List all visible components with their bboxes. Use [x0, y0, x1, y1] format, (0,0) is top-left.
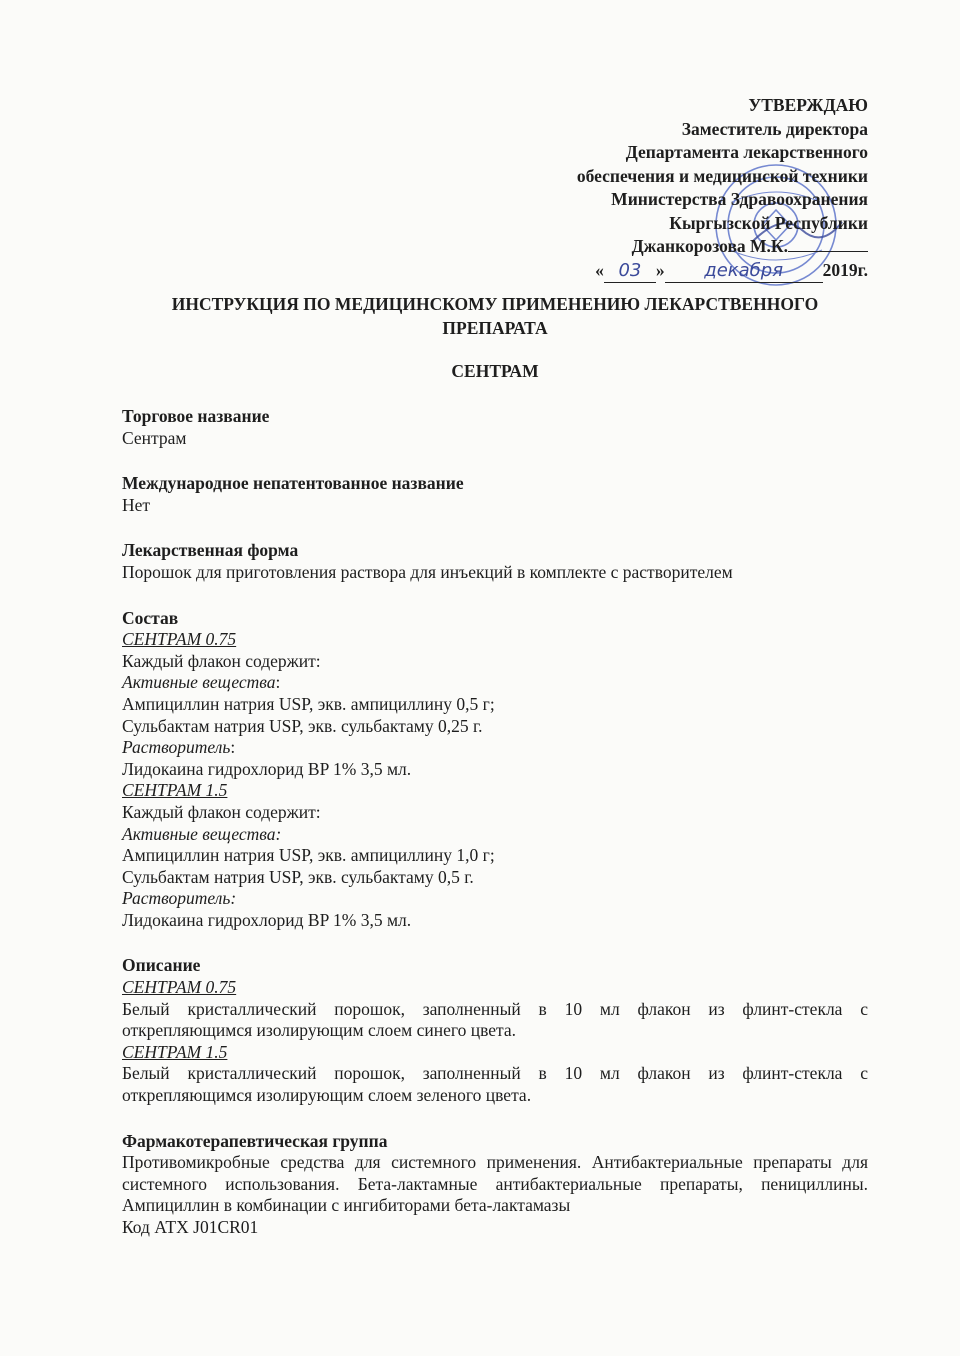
approval-department-cont: обеспечения и медицинской техники	[576, 165, 868, 186]
approval-date	[577, 259, 868, 284]
active-label: Активные вещества	[122, 672, 276, 693]
composition-line: Лидокаина гидрохлорид BP 1% 3,5 мл.	[122, 758, 412, 779]
active-label: Активные вещества:	[122, 823, 282, 844]
section-heading: Международное непатентованное название	[122, 473, 464, 494]
section-dosage-form	[122, 540, 868, 583]
approval-country: Кыргызской Республики	[669, 212, 868, 233]
section-text: Нет	[122, 494, 151, 515]
pharm-group-text: Противомикробные средства для системного применения. Антибактериальные препараты для системного использования. Бета-лактамные антибактериальные препараты, пенициллины. Ампициллин в комбинации с ингибиторами бета-лактамазы	[122, 1152, 868, 1216]
composition-line	[122, 672, 868, 694]
section-description	[122, 955, 868, 1106]
description-text: Белый кристаллический порошок, заполненный в 10 мл флакон из флинт-стекла с открепляющимся изолирующим слоем синего цвета.	[122, 998, 868, 1041]
section-heading: Торговое название	[122, 406, 270, 426]
approval-department: Департамента лекарственного	[625, 142, 868, 162]
variant-name: СЕНТРАМ 0.75	[122, 977, 237, 998]
atc-code: Код АТХ J01CR01	[122, 1217, 259, 1237]
approval-ministry: Министерства Здравоохранения	[611, 189, 868, 209]
composition-line: Сульбактам натрия USP, экв. сульбактаму 0,5 г.	[122, 866, 474, 887]
section-text: Сентрам	[122, 427, 187, 448]
approval-position: Заместитель директора	[681, 118, 868, 139]
section-heading: Фармакотерапевтическая группа	[122, 1130, 388, 1151]
description-text: Белый кристаллический порошок, заполненный в 10 мл флакон из флинт-стекла с открепляющимся изолирующим слоем зеленого цвета.	[122, 1063, 868, 1106]
section-trade-name	[122, 406, 868, 449]
section-pharm-group	[122, 1131, 868, 1239]
variant-name: СЕНТРАМ 0.75	[122, 629, 237, 650]
section-composition	[122, 608, 868, 932]
composition-line: Ампициллин натрия USP, экв. ампициллину 0,5 г;	[122, 693, 495, 714]
date-year: 2019г.	[822, 259, 868, 280]
composition-line: Каждый флакон содержит:	[122, 650, 321, 671]
colon: :	[275, 672, 281, 693]
solvent-label: Растворитель	[122, 737, 231, 758]
composition-line	[122, 737, 868, 759]
section-heading: Состав	[122, 607, 179, 628]
colon: :	[230, 737, 236, 758]
date-day: 03	[604, 259, 656, 284]
composition-line: Сульбактам натрия USP, экв. сульбактаму 0,25 г.	[122, 715, 483, 736]
section-heading: Лекарственная форма	[122, 540, 299, 561]
section-inn	[122, 473, 868, 516]
drug-name: СЕНТРАМ	[451, 361, 539, 381]
date-open-quote: «	[595, 259, 604, 280]
variant-name: СЕНТРАМ 1.5	[122, 1041, 228, 1062]
section-text: Порошок для приготовления раствора для инъекций в комплекте с растворителем	[122, 561, 733, 582]
section-heading: Описание	[122, 955, 201, 976]
composition-line: Каждый флакон содержит:	[122, 801, 321, 822]
document-title: ИНСТРУКЦИЯ ПО МЕДИЦИНСКОМУ ПРИМЕНЕНИЮ ЛЕКАРСТВЕННОГО ПРЕПАРАТА	[171, 294, 819, 338]
approval-heading: УТВЕРЖДАЮ	[748, 95, 868, 115]
solvent-label: Растворитель:	[122, 888, 237, 909]
date-close-quote: »	[655, 259, 665, 280]
composition-line: Ампициллин натрия USP, экв. ампициллину 1,0 г;	[122, 845, 495, 866]
signatory-name: Джанкорозова М.К.	[631, 236, 788, 256]
date-month: декабря	[665, 259, 823, 284]
approval-signature-line	[577, 235, 868, 259]
variant-name: СЕНТРАМ 1.5	[122, 780, 228, 801]
document-body	[122, 406, 868, 1239]
signature-field	[788, 235, 868, 252]
composition-line: Лидокаина гидрохлорид BP 1% 3,5 мл.	[122, 909, 412, 930]
approval-block	[577, 94, 868, 283]
